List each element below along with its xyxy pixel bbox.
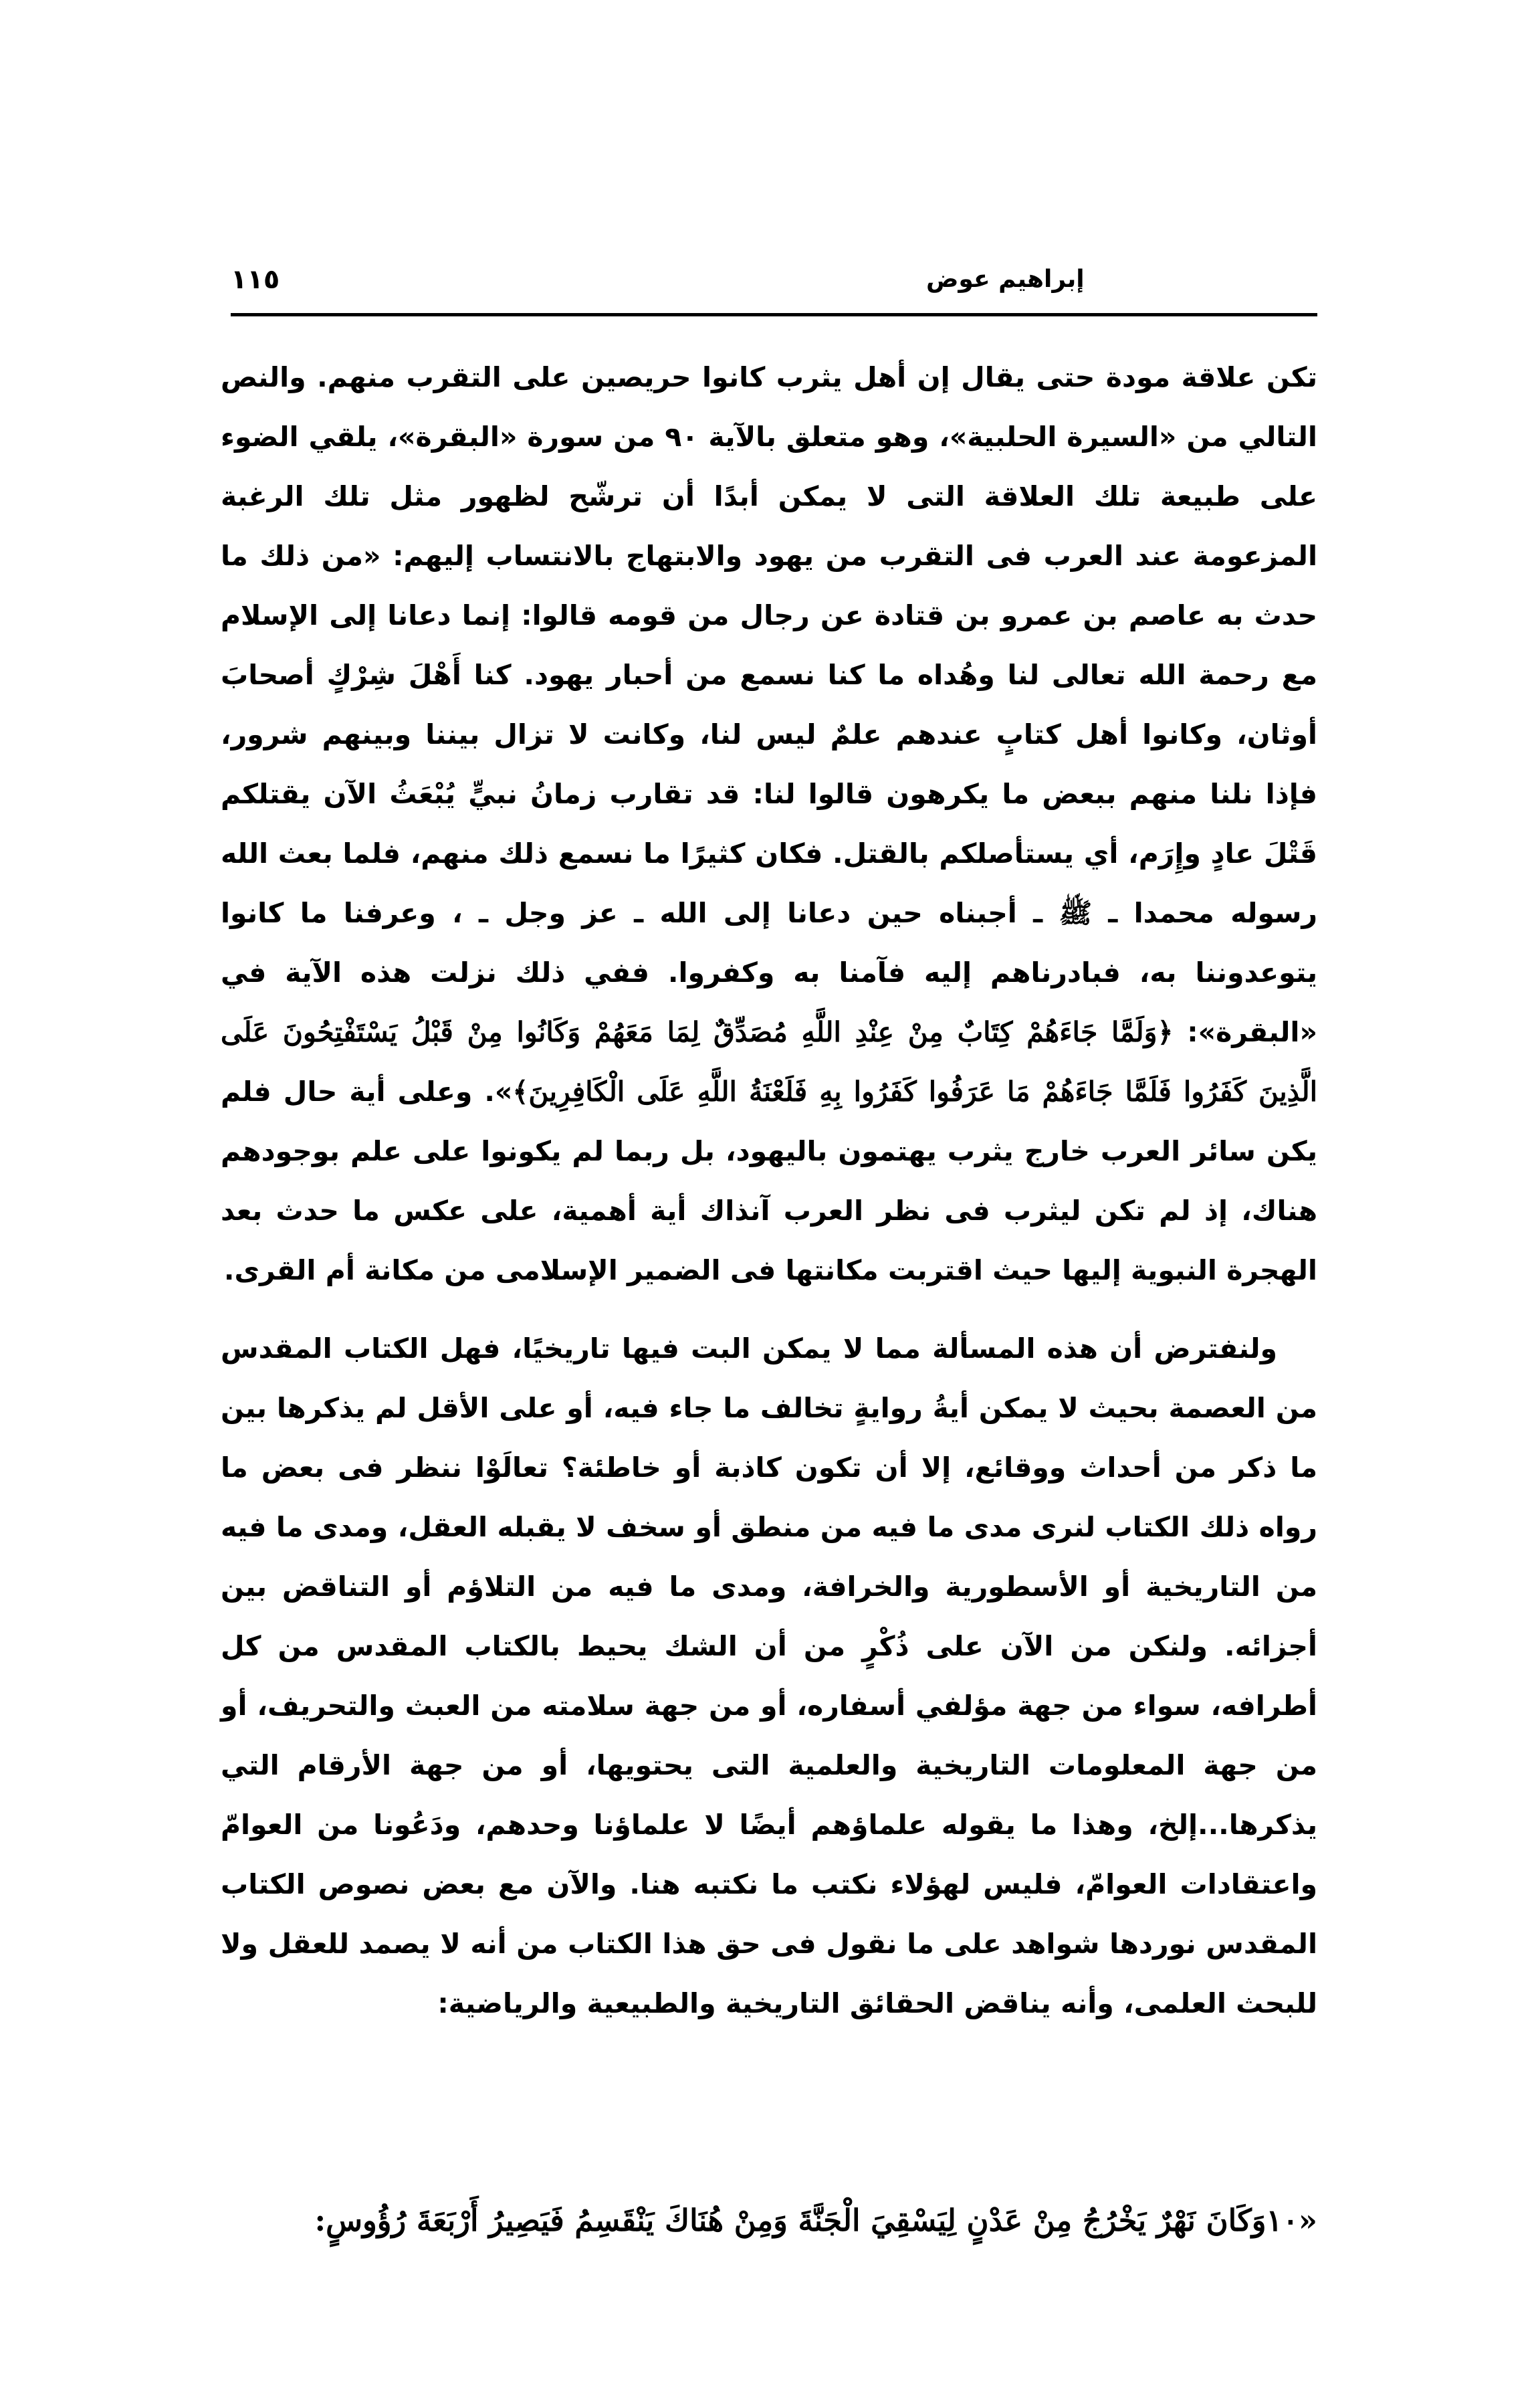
page-number: ١١٥ <box>231 264 280 295</box>
paragraph-1-text: تكن علاقة مودة حتى يقال إن أهل يثرب كانوا حريصين على التقرب منهم. والنص التالي من «السيرة الحلبية»، وهو متعلق بالآية ٩٠ من سورة «البقرة»، يلقي الضوء على طبيعة تلك العلاقة التى لا يمكن أبدًا أن ترشّح لظهور مثل تلك الرغبة المزعومة عند العرب فى التقرب من يهود والابتهاج بالانتساب إليهم: «من ذلك ما حدث به عاصم بن عمرو بن قتادة عن رجال من قومه قالوا: إنما دعانا إلى الإسلام مع رحمة الله تعالى لنا وهُداه ما كنا نسمع من أحبار يهود. كنا أَهْلَ شِرْكٍ أصحابَ أوثان، وكانوا أهل كتابٍ عندهم علمٌ ليس لنا، وكانت لا تزال بيننا وبينهم شرور، فإذا نلنا منهم ببعض ما يكرهون قالوا لنا: قد تقارب زمانُ نبيٍّ يُبْعَثُ الآن يقتلكم قَتْلَ عادٍ وإِرَم، أي يستأصلكم بالقتل. فكان كثيرًا ما نسمع ذلك منهم، فلما بعث الله رسوله محمدا ـ ﷺ ـ أجبناه حين دعانا إلى الله ـ عز وجل ـ ، وعرفنا ما كانوا يتوعدوننا به، فبادرناهم إليه فآمنا به وكفروا. ففي ذلك نزلت هذه الآية في «البقرة»: <box>221 361 1317 1048</box>
running-head-author: إبراهيم عوض <box>926 266 1085 293</box>
paragraph-2: ولنفترض أن هذه المسألة مما لا يمكن البت فيها تاريخيًا، فهل الكتاب المقدس من العصمة بحيث لا يمكن أيةُ روايةٍ تخالف ما جاء فيه، أو على الأقل لم يذكرها بين ما ذكر من أحداث ووقائع، إلا أن تكون كاذبة أو خاطئة؟ تعالَوْا ننظر فى بعض ما رواه ذلك الكتاب لنرى مدى ما فيه من منطق أو سخف لا يقبله العقل، ومدى ما فيه من التاريخية أو الأسطورية والخرافة، ومدى ما فيه من التلاؤم أو التناقض بين أجزائه. ولنكن من الآن على ذُكْرٍ من أن الشك يحيط بالكتاب المقدس من كل أطرافه، سواء من جهة مؤلفي أسفاره، أو من جهة سلامته من العبث والتحريف، أو من جهة المعلومات التاريخية والعلمية التى يحتويها، أو من جهة الأرقام التي يذكرها...إلخ، وهذا ما يقوله علماؤهم أيضًا لا علماؤنا وحدهم، ودَعُونا من العوامّ واعتقادات العوامّ، فليس لهؤلاء نكتب ما نكتبه هنا. والآن مع بعض نصوص الكتاب المقدس نوردها شواهد على ما نقول فى حق هذا الكتاب من أنه لا يصمد للعقل ولا للبحث العلمى، وأنه يناقض الحقائق التاريخية والطبيعية والرياضية: <box>221 1332 1317 2019</box>
scripture-verse-start: «١٠وَكَانَ نَهْرٌ يَخْرُجُ مِنْ عَدْنٍ لِيَسْقِيَ الْجَنَّةَ وَمِنْ هُنَاكَ يَنْقَسِمُ فَيَصِيرُ أَرْبَعَةَ رُؤُوسٍ: <box>314 2203 1317 2238</box>
header-rule <box>231 313 1317 316</box>
paragraph-1-end: ». وعلى أية حال فلم يكن سائر العرب خارج يثرب يهتمون باليهود، بل ربما لم يكونوا على علم بوجودهم هناك، إذ لم تكن ليثرب فى نظر العرب آنذاك أية أهمية، على عكس ما حدث بعد الهجرة النبوية إليها حيث اقتربت مكانتها فى الضمير الإسلامى من مكانة أم القرى. <box>221 1076 1317 1286</box>
body-text <box>221 348 1317 2033</box>
quran-verse: ﴿وَلَمَّا جَاءَهُمْ كِتَابٌ مِنْ عِنْدِ اللَّهِ مُصَدِّقٌ لِمَا مَعَهُمْ وَكَانُوا مِنْ قَبْلُ يَسْتَفْتِحُونَ عَلَى الَّذِينَ كَفَرُوا فَلَمَّا جَاءَهُمْ مَا عَرَفُوا كَفَرُوا بِهِ فَلَعْنَةُ اللَّهِ عَلَى الْكَافِرِينَ﴾ <box>221 1016 1318 1108</box>
page-header <box>231 264 1314 311</box>
paragraph-1 <box>221 348 1317 1300</box>
